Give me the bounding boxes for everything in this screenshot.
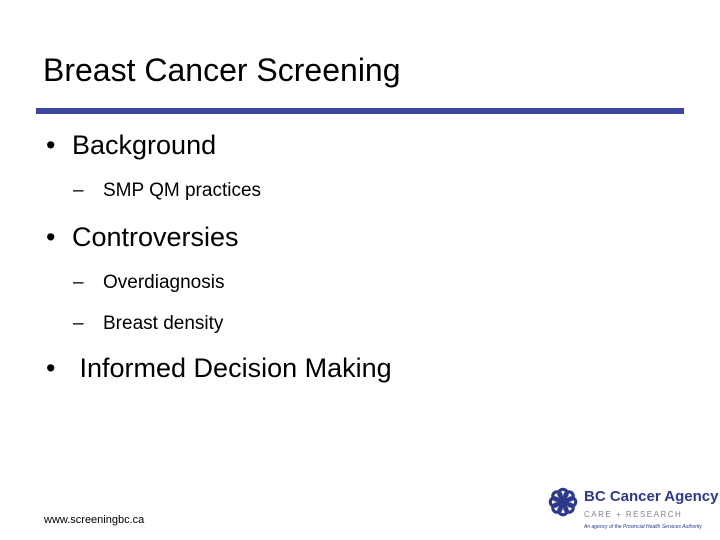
subbullet-label: SMP QM practices xyxy=(103,180,262,201)
subbullet-label: Breast density xyxy=(103,313,224,334)
bullet-label: Background xyxy=(72,130,217,160)
logo-subtext: An agency of the Provincial Health Services Authority xyxy=(584,524,702,530)
bullet-marker: • xyxy=(46,130,56,160)
bullet-marker: • xyxy=(46,353,56,383)
bullet-label: Informed Decision Making xyxy=(72,353,392,383)
bullet-informed-decision-making xyxy=(46,351,392,385)
bullet-controversies xyxy=(46,220,239,254)
subbullet-overdiagnosis xyxy=(73,271,224,295)
bullet-background xyxy=(46,128,216,162)
bc-cancer-flower-icon xyxy=(548,487,578,517)
subbullet-marker: – xyxy=(73,180,84,201)
subbullet-smp-qm-practices xyxy=(73,179,261,203)
subbullet-marker: – xyxy=(73,313,84,334)
bullet-label: Controversies xyxy=(72,222,239,252)
footer-url: www.screeningbc.ca xyxy=(44,514,145,526)
bullet-marker: • xyxy=(46,222,56,252)
subbullet-breast-density xyxy=(73,312,223,336)
subbullet-label: Overdiagnosis xyxy=(103,272,225,293)
subbullet-marker: – xyxy=(73,272,84,293)
title-rule xyxy=(36,108,684,114)
logo-name: BC Cancer Agency xyxy=(584,488,719,505)
logo-tagline: CARE + RESEARCH xyxy=(584,510,683,519)
slide-title: Breast Cancer Screening xyxy=(43,52,401,88)
bc-cancer-agency-logo xyxy=(546,484,719,536)
